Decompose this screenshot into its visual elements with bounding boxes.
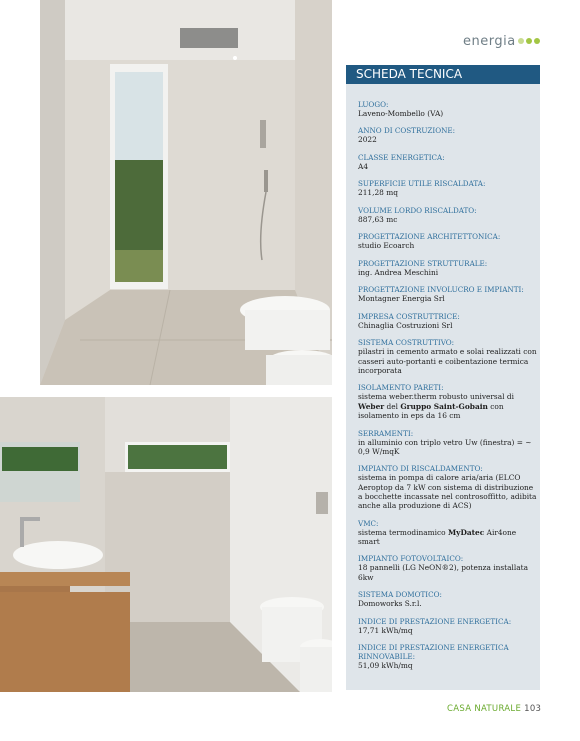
- spec-entry: [358, 338, 538, 375]
- spec-entry: [358, 100, 538, 118]
- spec-value: studio Ecoarch: [358, 241, 415, 251]
- spec-value: 51,09 kWh/mq: [358, 661, 413, 671]
- spec-entry: [358, 312, 538, 330]
- spec-entry: [358, 519, 538, 547]
- bathroom-illustration-bottom: [0, 397, 332, 692]
- brand-name: Weber: [358, 401, 385, 411]
- value-text: sistema termodinamico: [358, 527, 448, 537]
- spec-label: CLASSE ENERGETICA:: [358, 152, 445, 162]
- value-text: Air4one smart: [358, 527, 517, 546]
- spec-entry: [358, 429, 538, 457]
- spec-entry: [358, 464, 538, 510]
- dot-icon: [526, 38, 532, 44]
- spec-label: IMPIANTO FOTOVOLTAICO:: [358, 554, 464, 564]
- spec-label: SUPERFICIE UTILE RISCALDATA:: [358, 179, 486, 189]
- spec-label: ISOLAMENTO PARETI:: [358, 383, 444, 393]
- spec-entry: [358, 126, 538, 144]
- magazine-name: CASA NATURALE: [447, 704, 522, 714]
- spec-value: in alluminio con triplo vetro Uw (finestra) = ~ 0,9 W/mqK: [358, 437, 532, 456]
- spec-value: 211,28 mq: [358, 188, 398, 198]
- brand-name: Gruppo Saint-Gobain: [400, 401, 488, 411]
- value-text: sistema weber.therm robusto universal di: [358, 392, 514, 402]
- spec-entry: [358, 232, 538, 250]
- spec-label: ANNO DI COSTRUZIONE:: [358, 126, 456, 136]
- scheda-tecnica-panel: [346, 65, 540, 690]
- bathroom-photo-bottom: [0, 397, 332, 692]
- spec-value: Laveno-Mombello (VA): [358, 109, 444, 118]
- spec-label: IMPRESA COSTRUTTRICE:: [358, 311, 460, 321]
- spec-list: [358, 100, 538, 679]
- spec-label: PROGETTAZIONE INVOLUCRO E IMPIANTI:: [358, 285, 524, 295]
- spec-entry: [358, 285, 538, 303]
- spec-value: 17,71 kWh/mq: [358, 625, 413, 635]
- page-footer: [447, 704, 541, 714]
- spec-value: pilastri in cemento armato e solai realizzati con casseri auto-portanti e coibentazione termica incorporata: [358, 347, 537, 375]
- spec-label: VOLUME LORDO RISCALDATO:: [358, 205, 477, 215]
- spec-entry: [358, 206, 538, 224]
- spec-value: ing. Andrea Meschini: [358, 267, 439, 277]
- spec-label: SERRAMENTI:: [358, 428, 414, 438]
- spec-entry: [358, 643, 538, 670]
- section-title: energia: [463, 34, 516, 49]
- spec-entry: [358, 554, 538, 582]
- brand-name: MyDatec: [447, 527, 485, 537]
- spec-value: sistema in pompa di calore aria/aria (ELCO Aeroptop da 7 kW con sistema di distribuzione a bocchette incassate nel controsoffitto, adibita anche alla produzione di ACS): [358, 473, 537, 511]
- value-text: del: [384, 401, 401, 411]
- spec-value: [358, 392, 538, 420]
- spec-entry: [358, 617, 538, 635]
- spec-entry: [358, 153, 538, 171]
- panel-title: SCHEDA TECNICA: [346, 65, 540, 84]
- spec-label: LUOGO:: [358, 100, 389, 109]
- spec-label: IMPIANTO DI RISCALDAMENTO:: [358, 464, 483, 474]
- spec-label: SISTEMA COSTRUTTIVO:: [358, 338, 455, 348]
- page-number: 103: [524, 704, 542, 714]
- spec-value: [358, 528, 538, 547]
- spec-entry: [358, 590, 538, 608]
- bathroom-photo-top: [40, 0, 332, 385]
- spec-entry: [358, 259, 538, 277]
- spec-label: SISTEMA DOMOTICO:: [358, 590, 442, 600]
- value-text: con isolamento in eps da 16 cm: [358, 401, 504, 421]
- spec-value: 887,63 mc: [358, 214, 398, 224]
- spec-label: PROGETTAZIONE STRUTTURALE:: [358, 258, 488, 268]
- spec-value: 2022: [358, 135, 377, 145]
- spec-value: A4: [358, 161, 369, 171]
- spec-value: Domoworks S.r.l.: [358, 599, 422, 609]
- bathroom-illustration-top: [40, 0, 332, 385]
- dot-icon: [518, 38, 524, 44]
- spec-label: INDICE DI PRESTAZIONE ENERGETICA RINNOVABILE:: [358, 643, 509, 662]
- spec-entry: [358, 383, 538, 420]
- spec-value: Chinaglia Costruzioni Srl: [358, 320, 453, 330]
- section-dots-icon: [518, 38, 540, 44]
- spec-entry: [358, 179, 538, 197]
- spec-value: 18 pannelli (LG NeON®2), potenza installata 6kw: [358, 563, 529, 582]
- dot-icon: [534, 38, 540, 44]
- spec-label: INDICE DI PRESTAZIONE ENERGETICA:: [358, 616, 512, 626]
- spec-label: PROGETTAZIONE ARCHITETTONICA:: [358, 232, 501, 242]
- spec-value: Montagner Energia Srl: [358, 294, 445, 304]
- spec-label: VMC:: [358, 518, 379, 528]
